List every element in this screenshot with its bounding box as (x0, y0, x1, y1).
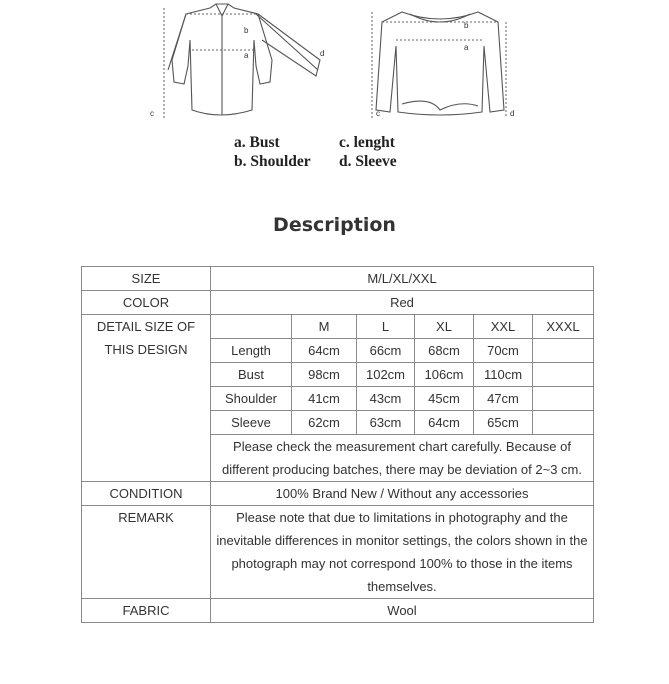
row-name-length: Length (211, 339, 292, 363)
legend-column-2 (339, 133, 397, 171)
legend-shoulder: b. Shoulder (234, 153, 311, 170)
cell (533, 387, 594, 411)
cell (533, 411, 594, 435)
table-row (82, 267, 594, 291)
measurement-note: Please check the measurement chart carefully. Because of different producing batches, there may be deviation of 2~3 cm. (211, 435, 594, 482)
cell (533, 363, 594, 387)
sweater-sketch (376, 12, 504, 115)
cell: 106cm (415, 363, 474, 387)
cell: 63cm (357, 411, 415, 435)
legend-bust: a. Bust (234, 134, 280, 151)
fabric-label: FABRIC (82, 599, 211, 623)
cell: 70cm (474, 339, 533, 363)
condition-label: CONDITION (82, 482, 211, 506)
cell: 66cm (357, 339, 415, 363)
cell: 110cm (474, 363, 533, 387)
size-header-row (82, 315, 594, 339)
cell: 65cm (474, 411, 533, 435)
size-label: SIZE (82, 267, 211, 291)
size-header-xxl: XXL (474, 315, 533, 339)
remark-value: Please note that due to limitations in photography and the inevitable differences in monitor settings, the colors shown in the photograph may not correspond 100% to those in the items themselves. (211, 506, 594, 599)
legend-length: c. lenght (339, 134, 395, 151)
cell: 68cm (415, 339, 474, 363)
table-row (82, 506, 594, 599)
marker-a-2: a (464, 43, 469, 52)
table-row (82, 291, 594, 315)
size-header-xxxl: XXXL (533, 315, 594, 339)
cell: 62cm (292, 411, 357, 435)
cell: 64cm (292, 339, 357, 363)
row-name-bust: Bust (211, 363, 292, 387)
marker-c-2: c (376, 109, 380, 118)
size-header-xl: XL (415, 315, 474, 339)
remark-label: REMARK (82, 506, 211, 599)
corner-cell (211, 315, 292, 339)
cell: 41cm (292, 387, 357, 411)
cell: 98cm (292, 363, 357, 387)
cell: 45cm (415, 387, 474, 411)
color-label: COLOR (82, 291, 211, 315)
cell: 102cm (357, 363, 415, 387)
detail-size-label: DETAIL SIZE OF THIS DESIGN (82, 315, 211, 482)
cell (533, 339, 594, 363)
legend-sleeve: d. Sleeve (339, 153, 397, 170)
size-header-l: L (357, 315, 415, 339)
cell: 47cm (474, 387, 533, 411)
marker-b: b (244, 26, 249, 35)
cell: 64cm (415, 411, 474, 435)
marker-c: c (150, 109, 154, 118)
table-row (82, 482, 594, 506)
row-name-sleeve: Sleeve (211, 411, 292, 435)
section-title: Description (273, 214, 396, 236)
legend-column-1 (234, 133, 311, 171)
color-value: Red (211, 291, 594, 315)
marker-d-2: d (510, 109, 515, 118)
table-row (82, 599, 594, 623)
cell: 43cm (357, 387, 415, 411)
size-header-m: M (292, 315, 357, 339)
marker-d: d (320, 49, 325, 58)
marker-a: a (244, 51, 249, 60)
fabric-value: Wool (211, 599, 594, 623)
marker-b-2: b (464, 21, 469, 30)
size-value: M/L/XL/XXL (211, 267, 594, 291)
row-name-shoulder: Shoulder (211, 387, 292, 411)
measurement-diagram (140, 0, 530, 130)
product-spec-table (81, 266, 594, 623)
condition-value: 100% Brand New / Without any accessories (211, 482, 594, 506)
